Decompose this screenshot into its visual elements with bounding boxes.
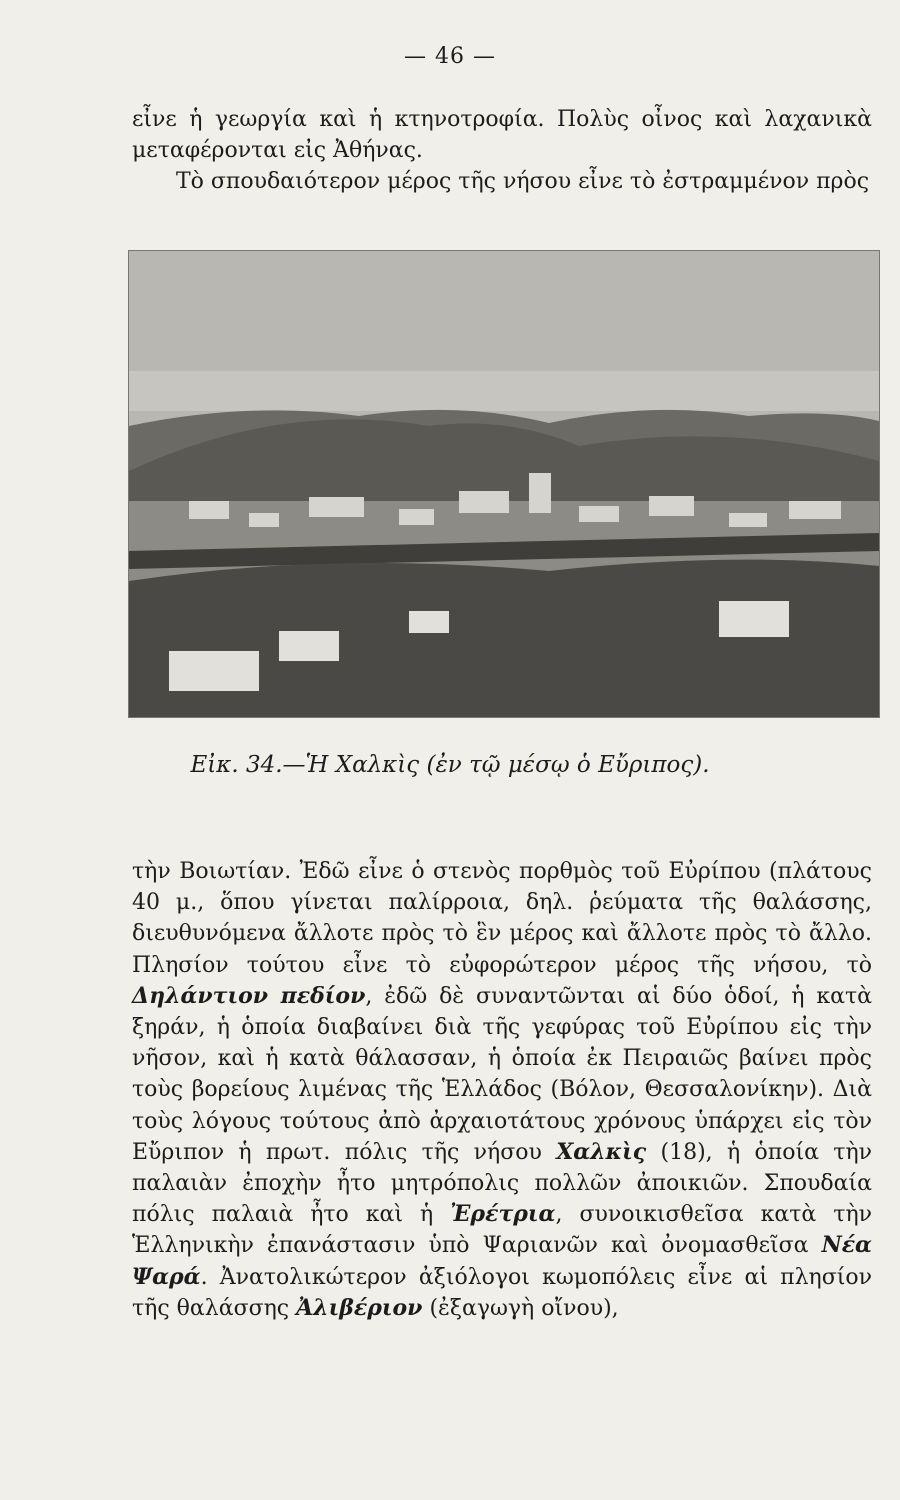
body-segment-5: . Ἀνατολικώτερον ἀξιόλογοι κωμοπόλεις εἶνε αἱ πλησίον τῆς θαλάσσης	[132, 1264, 872, 1321]
body-segment-3: (18), ἡ ὁποία τὴν παλαιὰν ἐποχὴν ἦτο μητρόπολις πολλῶν ἀποικιῶν. Σπουδαία πόλις παλαιὰ ἦτο καὶ ἡ	[132, 1139, 872, 1228]
photo-water	[129, 371, 879, 411]
figure-caption: Εἰκ. 34.—Ἡ Χαλκὶς (ἐν τῷ μέσῳ ὁ Εὔριπος).	[190, 752, 710, 778]
term-dilantion-pedion: Δηλάντιον πεδίον	[132, 982, 366, 1009]
term-chalkis: Χαλκὶς	[556, 1138, 647, 1165]
body-segment-4: , συνοικισθεῖσα κατὰ τὴν Ἑλληνικὴν ἐπανάστασιν ὑπὸ Ψαριανῶν καὶ ὀνομασθεῖσα	[132, 1202, 872, 1259]
intro-paragraph-1: εἶνε ἡ γεωργία καὶ ἡ κτηνοτροφία. Πολὺς οἶνος καὶ λαχανικὰ μεταφέρονται εἰς Ἀθήνας.	[132, 107, 872, 163]
chalkis-photograph	[128, 250, 880, 718]
intro-paragraph-2: Τὸ σπουδαιότερον μέρος τῆς νήσου εἶνε τὸ ἐστραμμένον πρὸς	[176, 169, 870, 194]
chalkis-landscape-illustration	[129, 251, 879, 717]
intro-text	[132, 104, 872, 197]
term-eretria: Ἐρέτρια	[450, 1201, 556, 1228]
page-number: — 46 —	[404, 44, 496, 69]
body-paragraph	[132, 856, 872, 1324]
photo-foreground	[129, 560, 879, 717]
body-segment-6: (ἐξαγωγὴ οἴνου),	[429, 1295, 619, 1321]
body-text	[132, 856, 872, 1324]
body-segment-2: , ἐδῶ δὲ συναντῶνται αἱ δύο ὁδοί, ἡ κατὰ ξηράν, ἡ ὁποία διαβαίνει διὰ τῆς γεφύρας τοῦ Εὐρίπου εἰς τὴν νῆσον, καὶ ἡ κατὰ θάλασσαν, ἡ ὁποία ἐκ Πειραιῶς βαίνει πρὸς τοὺς βορείους λιμένας τῆς Ἑλλάδος (Βόλον, Θεσσαλονίκην). Διὰ τοὺς λόγους τούτους ἀπὸ ἀρχαιοτάτους χρόνους ὑπάρχει εἰς τὸν Εὔριπον ἡ πρωτ. πόλις τῆς νήσου	[132, 983, 872, 1165]
term-aliverion: Ἀλιβέριον	[296, 1294, 423, 1321]
term-nea-psara: Νέα Ψαρά	[132, 1232, 872, 1290]
body-segment-1: τὴν Βοιωτίαν. Ἐδῶ εἶνε ὁ στενὸς πορθμὸς τοῦ Εὐρίπου (πλάτους 40 μ., ὅπου γίνεται παλίρροια, δηλ. ῥεύματα τῆς θαλάσσης, διευθυνόμενα ἄλλοτε πρὸς τὸ ἓν μέρος καὶ ἄλλοτε πρὸς τὸ ἄλλο. Πλησίον τούτου εἶνε τὸ εὐφορώτερον μέρος τῆς νήσου, τὸ	[132, 859, 872, 978]
